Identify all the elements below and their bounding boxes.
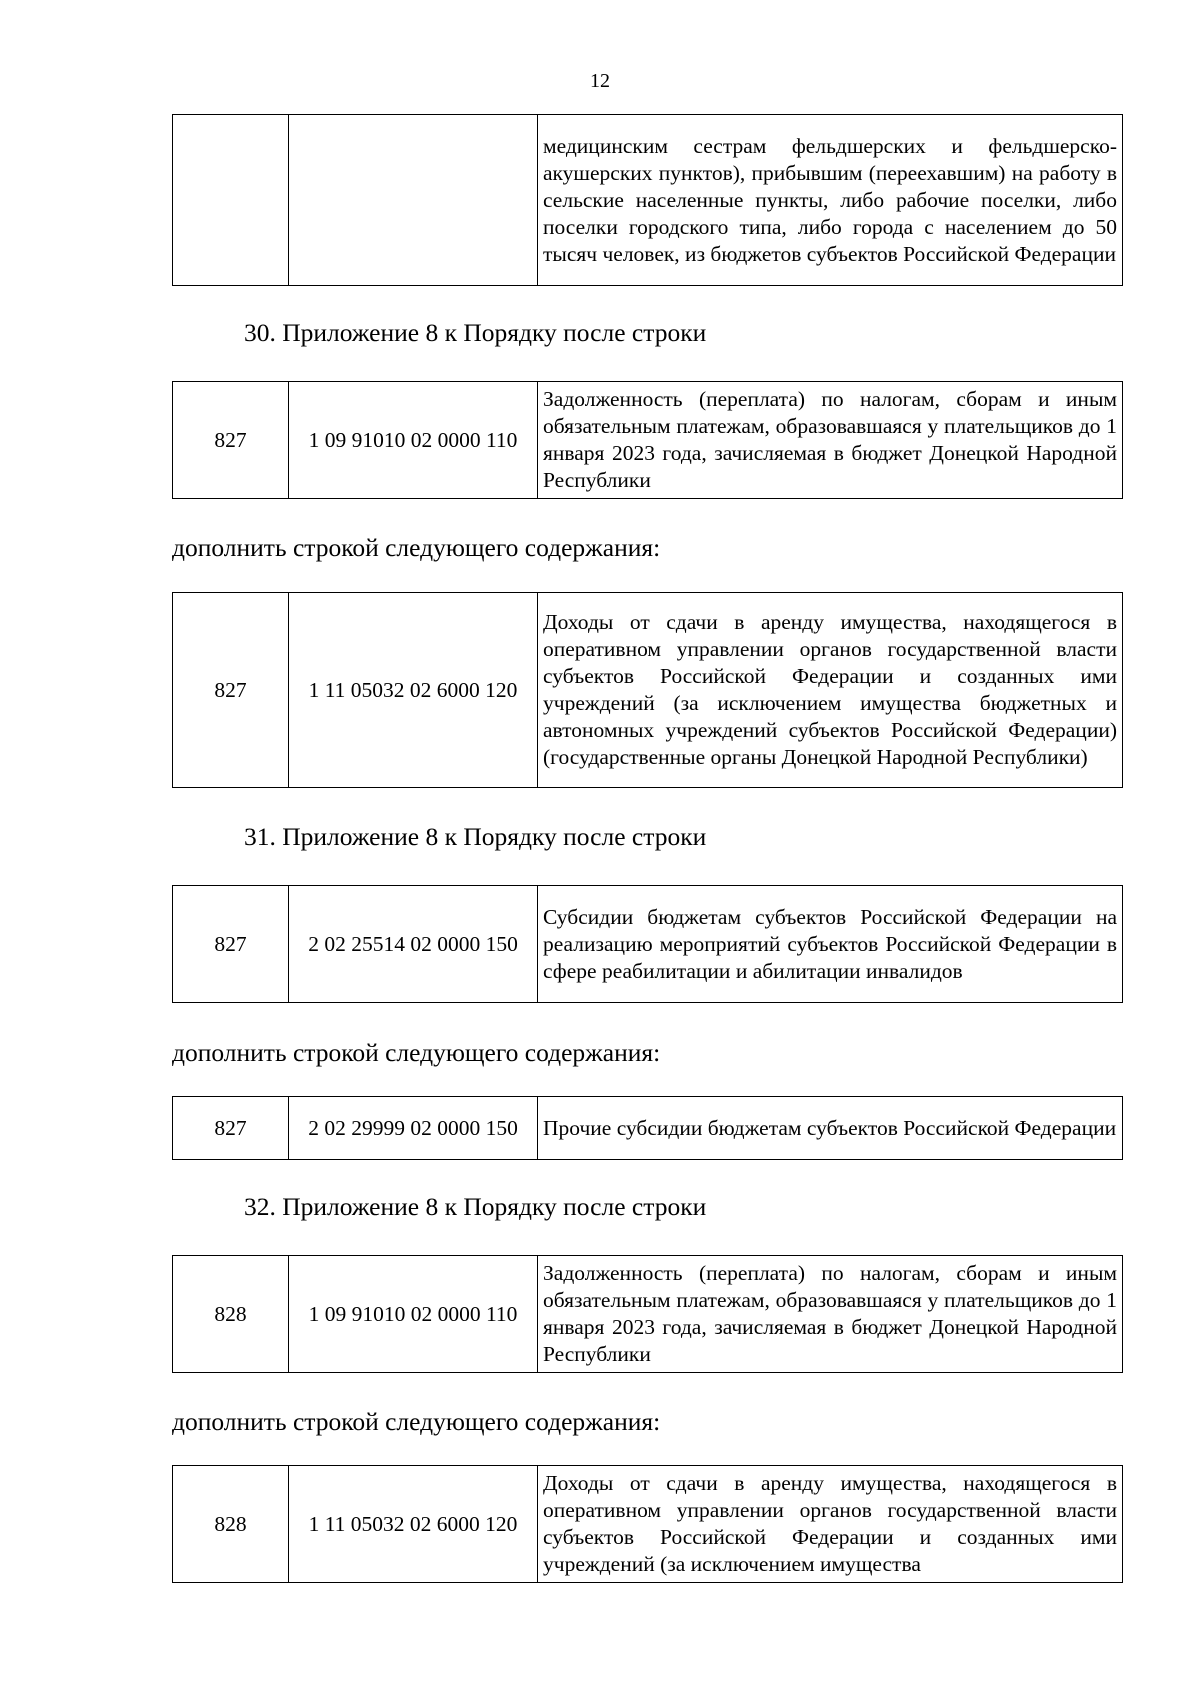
description-cell: Прочие субсидии бюджетам субъектов Российской Федерации (538, 1097, 1123, 1160)
admin-code-cell: 827 (173, 593, 289, 788)
description-cell: Субсидии бюджетам субъектов Российской Федерации на реализацию мероприятий субъектов Российской Федерации в сфере реабилитации и абилитации инвалидов (538, 886, 1123, 1003)
description-cell: Задолженность (переплата) по налогам, сборам и иным обязательным платежам, образовавшаяся у плательщиков до 1 января 2023 года, зачисляемая в бюджет Донецкой Народной Республики (538, 382, 1123, 499)
page-number: 12 (590, 70, 610, 92)
description-cell: Доходы от сдачи в аренду имущества, находящегося в оперативном управлении органов государственной власти субъектов Российской Федерации и созданных ими учреждений (за исключением имущества бюджетных и автономных учреждений субъектов Российской Федерации) (государственные органы Донецкой Народной Республики) (538, 593, 1123, 788)
table-32-existing (172, 1255, 1123, 1373)
description-cell: Доходы от сдачи в аренду имущества, находящегося в оперативном управлении органов государственной власти субъектов Российской Федерации и созданных ими учреждений (за исключением имущества (538, 1466, 1123, 1583)
table-row (173, 886, 1123, 1003)
table-row (173, 1466, 1123, 1583)
table-31-new (172, 1096, 1123, 1160)
admin-code-cell: 828 (173, 1256, 289, 1373)
admin-code-cell (173, 115, 289, 286)
admin-code-cell: 827 (173, 382, 289, 499)
admin-code-cell: 828 (173, 1466, 289, 1583)
description-cell: медицинским сестрам фельдшерских и фельдшерско-акушерских пунктов), прибывшим (переехавшим) на работу в сельские населенные пункты, либо рабочие поселки, либо поселки городского типа, либо города с населением до 50 тысяч человек, из бюджетов субъектов Российской Федерации (538, 115, 1123, 286)
budget-code-cell: 1 09 91010 02 0000 110 (289, 382, 538, 499)
add-row-text-30: дополнить строкой следующего содержания: (172, 533, 661, 562)
paragraph-30: 30. Приложение 8 к Порядку после строки (244, 318, 707, 347)
budget-code-cell: 1 11 05032 02 6000 120 (289, 593, 538, 788)
table-row (173, 1097, 1123, 1160)
admin-code-cell: 827 (173, 886, 289, 1003)
add-row-text-32: дополнить строкой следующего содержания: (172, 1407, 661, 1436)
description-cell: Задолженность (переплата) по налогам, сборам и иным обязательным платежам, образовавшаяся у плательщиков до 1 января 2023 года, зачисляемая в бюджет Донецкой Народной Республики (538, 1256, 1123, 1373)
table-row (173, 115, 1123, 286)
table-32-new (172, 1465, 1123, 1583)
table-30-new (172, 592, 1123, 788)
paragraph-32: 32. Приложение 8 к Порядку после строки (244, 1192, 707, 1221)
table-row (173, 593, 1123, 788)
table-30-existing (172, 381, 1123, 499)
add-row-text-31: дополнить строкой следующего содержания: (172, 1038, 661, 1067)
budget-code-cell: 1 11 05032 02 6000 120 (289, 1466, 538, 1583)
budget-code-cell: 2 02 29999 02 0000 150 (289, 1097, 538, 1160)
table-row (173, 382, 1123, 499)
paragraph-31: 31. Приложение 8 к Порядку после строки (244, 822, 707, 851)
admin-code-cell: 827 (173, 1097, 289, 1160)
continuation-table (172, 114, 1123, 286)
table-31-existing (172, 885, 1123, 1003)
table-row (173, 1256, 1123, 1373)
budget-code-cell: 2 02 25514 02 0000 150 (289, 886, 538, 1003)
budget-code-cell: 1 09 91010 02 0000 110 (289, 1256, 538, 1373)
budget-code-cell (289, 115, 538, 286)
